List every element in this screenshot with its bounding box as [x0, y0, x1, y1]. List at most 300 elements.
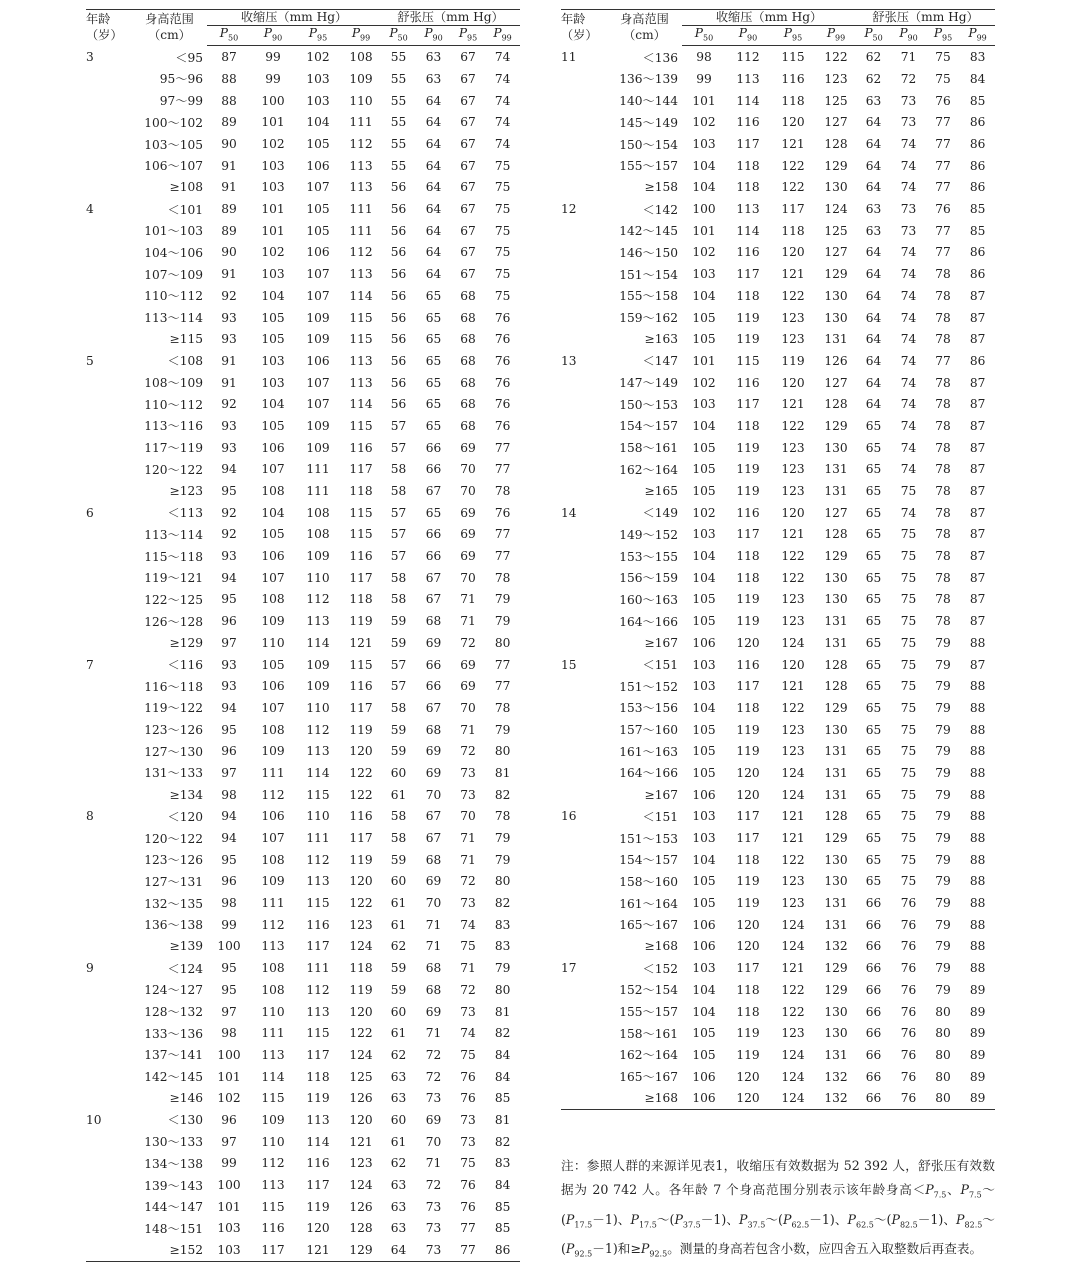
bp-value-cell: 79: [935, 657, 951, 672]
age-cell: [561, 784, 607, 806]
bp-value-cell: 129: [824, 831, 848, 846]
bp-value-cell: 73: [425, 1091, 442, 1106]
bp-value-cell: 65: [865, 484, 882, 499]
height-range-cell: 120～122: [144, 831, 203, 846]
bp-value-cell: 118: [349, 961, 373, 976]
bp-value-cell: 76: [900, 939, 917, 954]
bp-value-cell: 75: [494, 288, 511, 303]
bp-value-cell: 86: [969, 137, 986, 152]
bp-value-cell: 104: [261, 505, 285, 520]
age-cell: [86, 567, 132, 589]
table-row: [561, 90, 995, 112]
table-row: [561, 220, 995, 242]
age-cell: [86, 307, 132, 329]
height-range-cell: 127～130: [144, 744, 203, 759]
bp-value-cell: 71: [460, 592, 476, 607]
bp-value-cell: 121: [781, 679, 805, 694]
bp-value-cell: 91: [221, 353, 237, 368]
bp-value-cell: 84: [969, 71, 986, 86]
bp-value-cell: 56: [390, 353, 407, 368]
height-range-cell: 106～107: [144, 159, 203, 174]
table-row: [86, 914, 520, 936]
bp-value-cell: 85: [969, 93, 986, 108]
table-row: [561, 1001, 995, 1023]
bp-value-cell: 130: [824, 310, 848, 325]
bp-value-cell: 63: [390, 1091, 407, 1106]
bp-value-cell: 113: [306, 1112, 330, 1127]
bp-value-cell: 105: [306, 137, 330, 152]
bp-value-cell: 107: [306, 375, 330, 390]
bp-value-cell: 88: [969, 787, 986, 802]
bp-value-cell: 118: [736, 852, 760, 867]
height-range-cell: ＜152: [642, 961, 678, 976]
bp-value-cell: 75: [900, 831, 917, 846]
bp-value-cell: 74: [494, 50, 511, 65]
height-range-cell: 158～161: [619, 1026, 678, 1041]
bp-value-cell: 93: [221, 310, 237, 325]
height-range-cell: ≥168: [607, 1087, 682, 1109]
bp-value-cell: 64: [425, 245, 442, 260]
table-row: [86, 654, 520, 676]
bp-value-cell: 67: [425, 831, 442, 846]
bp-value-cell: 61: [390, 917, 407, 932]
bp-value-cell: 67: [460, 267, 476, 282]
bp-value-cell: 78: [494, 809, 511, 824]
height-range-cell: ＜147: [642, 354, 678, 369]
bp-value-cell: 91: [221, 267, 237, 282]
bp-value-cell: 65: [865, 570, 882, 585]
bp-value-cell: 59: [390, 852, 407, 867]
bp-value-cell: 98: [221, 896, 237, 911]
bp-value-cell: 102: [692, 375, 716, 390]
bp-value-cell: 106: [692, 917, 716, 932]
bp-value-cell: 102: [692, 245, 716, 260]
bp-value-cell: 70: [425, 787, 442, 802]
height-range-cell: 127～131: [144, 874, 203, 889]
bp-value-cell: 111: [306, 462, 330, 477]
table-row: [561, 133, 995, 155]
bp-value-cell: 115: [349, 332, 373, 347]
bp-value-cell: 70: [460, 809, 476, 824]
height-range-cell: 115～118: [144, 549, 203, 564]
bp-value-cell: 112: [349, 137, 373, 152]
bp-value-cell: 113: [306, 874, 330, 889]
table-row: [86, 90, 520, 112]
bp-value-cell: 128: [824, 527, 848, 542]
table-row: [561, 871, 995, 893]
diastolic-p95-header: $P_{95}$: [451, 26, 485, 46]
bp-value-cell: 120: [349, 1004, 373, 1019]
height-range-cell: 145～149: [619, 115, 678, 130]
table-row: [86, 155, 520, 177]
bp-value-cell: 87: [969, 440, 986, 455]
bp-value-cell: 74: [494, 93, 511, 108]
bp-value-cell: 76: [935, 202, 951, 217]
bp-value-cell: 119: [736, 332, 760, 347]
bp-value-cell: 100: [692, 202, 716, 217]
height-range-cell: 155～157: [619, 1005, 678, 1020]
bp-value-cell: 67: [460, 158, 476, 173]
height-range-cell: 100～102: [144, 115, 203, 130]
bp-value-cell: 122: [781, 700, 805, 715]
bp-value-cell: 76: [494, 332, 511, 347]
table-row: [561, 610, 995, 632]
bp-value-cell: 101: [261, 223, 285, 238]
bp-value-cell: 67: [425, 484, 442, 499]
bp-value-cell: 74: [494, 71, 511, 86]
age-cell: [561, 675, 607, 697]
bp-value-cell: 88: [969, 635, 986, 650]
bp-value-cell: 64: [865, 245, 882, 260]
bp-value-cell: 101: [261, 115, 285, 130]
bp-value-cell: 64: [865, 267, 882, 282]
bp-value-cell: 119: [736, 896, 760, 911]
bp-value-cell: 118: [736, 418, 760, 433]
bp-value-cell: 88: [969, 722, 986, 737]
age-cell: [561, 90, 607, 112]
bp-value-cell: 75: [900, 874, 917, 889]
bp-value-cell: 117: [736, 137, 760, 152]
bp-value-cell: 94: [221, 700, 237, 715]
bp-value-cell: 94: [221, 462, 237, 477]
bp-value-cell: 99: [696, 71, 712, 86]
bp-value-cell: 75: [900, 722, 917, 737]
bp-value-cell: 119: [736, 484, 760, 499]
bp-value-cell: 107: [306, 397, 330, 412]
bp-value-cell: 73: [416, 1239, 451, 1261]
bp-value-cell: 119: [349, 722, 373, 737]
bp-value-cell: 115: [736, 353, 760, 368]
bp-value-cell: 130: [824, 874, 848, 889]
bp-value-cell: 87: [969, 570, 986, 585]
bp-value-cell: 120: [349, 744, 373, 759]
age-cell: [86, 784, 132, 806]
bp-value-cell: 104: [692, 418, 716, 433]
bp-value-cell: 127: [824, 115, 848, 130]
bp-value-cell: 112: [261, 917, 285, 932]
bp-value-cell: 105: [692, 310, 716, 325]
bp-value-cell: 116: [736, 245, 760, 260]
bp-value-cell: 111: [306, 484, 330, 499]
bp-value-cell: 80: [935, 1047, 951, 1062]
bp-value-cell: 82: [494, 896, 511, 911]
bp-value-cell: 121: [349, 635, 373, 650]
bp-value-cell: 103: [692, 527, 716, 542]
age-cell: [86, 871, 132, 893]
bp-value-cell: 111: [261, 765, 285, 780]
bp-value-cell: 76: [494, 397, 511, 412]
height-range-cell: ≥168: [644, 939, 678, 954]
age-cell: [86, 155, 132, 177]
bp-value-cell: 75: [900, 765, 917, 780]
bp-value-cell: 74: [900, 375, 917, 390]
height-range-cell: 126～128: [144, 614, 203, 629]
age-cell: 8: [86, 809, 94, 824]
bp-value-cell: 74: [900, 332, 917, 347]
height-range-cell: ≥158: [644, 180, 678, 195]
bp-value-cell: 93: [221, 549, 237, 564]
bp-value-cell: 112: [306, 592, 330, 607]
table-row: [86, 372, 520, 394]
table-row: [86, 480, 520, 502]
bp-value-cell: 106: [261, 809, 285, 824]
bp-value-cell: 88: [969, 700, 986, 715]
bp-value-cell: 67: [460, 223, 476, 238]
bp-value-cell: 55: [390, 137, 407, 152]
table-row: [561, 415, 995, 437]
bp-value-cell: 108: [261, 982, 285, 997]
age-cell: [86, 68, 132, 90]
bp-value-cell: 130: [824, 180, 848, 195]
bp-value-cell: 69: [425, 1112, 442, 1127]
bp-value-cell: 92: [221, 527, 237, 542]
bp-value-cell: 123: [781, 440, 805, 455]
bp-value-cell: 131: [824, 462, 848, 477]
bp-value-cell: 109: [306, 418, 330, 433]
bp-value-cell: 89: [960, 1087, 995, 1109]
bp-value-cell: 56: [390, 180, 407, 195]
height-range-cell: 146～150: [619, 245, 678, 260]
bp-value-cell: 122: [781, 1004, 805, 1019]
bp-value-cell: 116: [261, 1221, 285, 1236]
bp-value-cell: 114: [349, 397, 373, 412]
age-cell: [86, 1196, 132, 1218]
bp-value-cell: 73: [900, 223, 917, 238]
bp-value-cell: 107: [306, 288, 330, 303]
bp-value-cell: 77: [935, 115, 951, 130]
bp-value-cell: 78: [935, 288, 951, 303]
bp-value-cell: 57: [390, 679, 407, 694]
bp-value-cell: 88: [969, 961, 986, 976]
table-row: [86, 589, 520, 611]
bp-value-cell: 131: [824, 787, 848, 802]
bp-value-cell: 116: [736, 115, 760, 130]
bp-value-cell: 123: [781, 592, 805, 607]
bp-value-cell: 75: [494, 267, 511, 282]
age-cell: [86, 827, 132, 849]
age-cell: [86, 133, 132, 155]
bp-value-cell: 64: [865, 137, 882, 152]
bp-value-cell: 78: [935, 267, 951, 282]
bp-value-cell: 117: [736, 267, 760, 282]
bp-value-cell: 105: [692, 1026, 716, 1041]
age-cell: [561, 328, 607, 350]
table-row: [561, 892, 995, 914]
bp-value-cell: 117: [349, 570, 373, 585]
height-range-cell: ≥115: [169, 332, 203, 347]
bp-value-cell: 104: [692, 982, 716, 997]
bp-value-cell: 66: [865, 1026, 882, 1041]
table-row: [561, 827, 995, 849]
bp-value-cell: 79: [494, 852, 511, 867]
bp-value-cell: 94: [221, 809, 237, 824]
bp-value-cell: 91: [221, 180, 237, 195]
height-range-cell: ＜151: [642, 658, 678, 673]
bp-value-cell: 119: [736, 592, 760, 607]
bp-value-cell: 107: [261, 831, 285, 846]
bp-value-cell: 116: [349, 679, 373, 694]
bp-value-cell: 66: [865, 982, 882, 997]
bp-value-cell: 63: [425, 50, 442, 65]
bp-value-cell: 69: [425, 874, 442, 889]
bp-value-cell: 65: [865, 765, 882, 780]
height-range-cell: 161～164: [619, 896, 678, 911]
table-row: [561, 350, 995, 372]
bp-value-cell: 87: [969, 505, 986, 520]
bp-value-cell: 58: [390, 592, 407, 607]
table-row: [86, 220, 520, 242]
table-row: [86, 675, 520, 697]
height-range-cell: 151～154: [619, 267, 678, 282]
bp-value-cell: 67: [460, 180, 476, 195]
bp-value-cell: 63: [865, 223, 882, 238]
height-range-cell: 152～154: [619, 983, 678, 998]
bp-value-cell: 118: [349, 484, 373, 499]
bp-value-cell: 82: [494, 1026, 511, 1041]
bp-value-cell: 120: [781, 505, 805, 520]
bp-value-cell: 61: [390, 787, 407, 802]
bp-value-cell: 57: [390, 549, 407, 564]
bp-value-cell: 71: [460, 961, 476, 976]
bp-value-cell: 130: [824, 288, 848, 303]
bp-value-cell: 119: [349, 614, 373, 629]
bp-value-cell: 114: [306, 635, 330, 650]
bp-value-cell: 96: [221, 744, 237, 759]
bp-value-cell: 64: [865, 397, 882, 412]
bp-value-cell: 85: [494, 1199, 511, 1214]
bp-value-cell: 112: [736, 50, 760, 65]
bp-value-cell: 125: [349, 1069, 373, 1084]
bp-value-cell: 112: [261, 787, 285, 802]
bp-value-cell: 66: [425, 679, 442, 694]
bp-value-cell: 71: [425, 917, 442, 932]
height-range-cell: 107～109: [144, 267, 203, 282]
bp-value-cell: 117: [349, 462, 373, 477]
bp-value-cell: 59: [390, 744, 407, 759]
bp-value-cell: 90: [221, 245, 237, 260]
bp-value-cell: 67: [460, 71, 476, 86]
bp-value-cell: 103: [306, 93, 330, 108]
bp-value-cell: 123: [349, 1156, 373, 1171]
bp-value-cell: 111: [306, 831, 330, 846]
bp-value-cell: 106: [692, 1069, 716, 1084]
bp-value-cell: 118: [781, 93, 805, 108]
bp-value-cell: 119: [349, 982, 373, 997]
table-row: [86, 849, 520, 871]
bp-value-cell: 63: [865, 202, 882, 217]
bp-value-cell: 79: [935, 982, 951, 997]
bp-value-cell: 117: [349, 831, 373, 846]
bp-value-cell: 103: [217, 1221, 241, 1236]
bp-value-cell: 106: [306, 353, 330, 368]
bp-value-cell: 98: [221, 787, 237, 802]
bp-value-cell: 102: [692, 505, 716, 520]
height-range-cell: 120～122: [144, 462, 203, 477]
bp-value-cell: 79: [935, 917, 951, 932]
bp-value-cell: 106: [692, 787, 716, 802]
age-cell: [86, 610, 132, 632]
table-row: [86, 198, 520, 220]
bp-value-cell: 108: [261, 961, 285, 976]
bp-value-cell: 123: [781, 310, 805, 325]
bp-value-cell: 89: [221, 202, 237, 217]
bp-value-cell: 108: [306, 505, 330, 520]
bp-value-cell: 76: [494, 310, 511, 325]
age-cell: 12: [561, 202, 577, 217]
bp-value-cell: 55: [390, 71, 407, 86]
bp-value-cell: 74: [900, 418, 917, 433]
age-cell: [561, 1001, 607, 1023]
bp-value-cell: 120: [736, 635, 760, 650]
bp-value-cell: 122: [781, 158, 805, 173]
bp-value-cell: 73: [425, 1199, 442, 1214]
table-row: [86, 242, 520, 264]
height-range-cell: 110～112: [144, 397, 203, 412]
table-row: [561, 502, 995, 524]
bp-value-cell: 129: [824, 158, 848, 173]
bp-value-cell: 58: [390, 809, 407, 824]
bp-value-cell: 65: [865, 744, 882, 759]
bp-value-cell: 124: [824, 202, 848, 217]
bp-value-cell: 116: [781, 71, 805, 86]
bp-value-cell: 69: [425, 1004, 442, 1019]
bp-value-cell: 130: [824, 440, 848, 455]
bp-value-cell: 79: [935, 765, 951, 780]
bp-value-cell: 56: [390, 397, 407, 412]
header-height-range: [607, 10, 682, 46]
age-cell: [561, 697, 607, 719]
bp-value-cell: 113: [306, 1004, 330, 1019]
bp-value-cell: 74: [900, 158, 917, 173]
height-range-cell: ＜101: [167, 202, 203, 217]
bp-value-cell: 99: [265, 50, 281, 65]
bp-value-cell: 121: [781, 137, 805, 152]
bp-value-cell: 103: [306, 71, 330, 86]
bp-value-cell: 87: [969, 484, 986, 499]
bp-value-cell: 104: [692, 1004, 716, 1019]
table-row: [86, 307, 520, 329]
age-cell: 5: [86, 353, 94, 368]
bp-value-cell: 67: [425, 592, 442, 607]
diastolic-p99-header: $P_{99}$: [485, 26, 520, 46]
bp-value-cell: 119: [736, 744, 760, 759]
table-row: [561, 480, 995, 502]
age-cell: [86, 285, 132, 307]
bp-value-cell: 118: [736, 982, 760, 997]
height-range-cell: 123～126: [144, 853, 203, 868]
bp-value-cell: 65: [865, 831, 882, 846]
bp-value-cell: 117: [251, 1239, 295, 1261]
bp-value-cell: 64: [865, 288, 882, 303]
table-row: [561, 1066, 995, 1088]
bp-value-cell: 84: [494, 1178, 511, 1193]
bp-value-cell: 74: [460, 1026, 476, 1041]
bp-value-cell: 118: [736, 158, 760, 173]
bp-value-cell: 75: [460, 1156, 476, 1171]
bp-value-cell: 112: [306, 722, 330, 737]
bp-value-cell: 66: [425, 549, 442, 564]
bp-value-cell: 75: [494, 223, 511, 238]
bp-value-cell: 62: [390, 1047, 407, 1062]
bp-value-cell: 109: [306, 332, 330, 347]
systolic-p50-header: $P_{50}$: [207, 26, 251, 46]
bp-value-cell: 123: [781, 462, 805, 477]
bp-value-cell: 66: [865, 1069, 882, 1084]
bp-value-cell: 105: [261, 310, 285, 325]
bp-value-cell: 108: [261, 722, 285, 737]
bp-value-cell: 65: [865, 700, 882, 715]
bp-value-cell: 116: [349, 549, 373, 564]
